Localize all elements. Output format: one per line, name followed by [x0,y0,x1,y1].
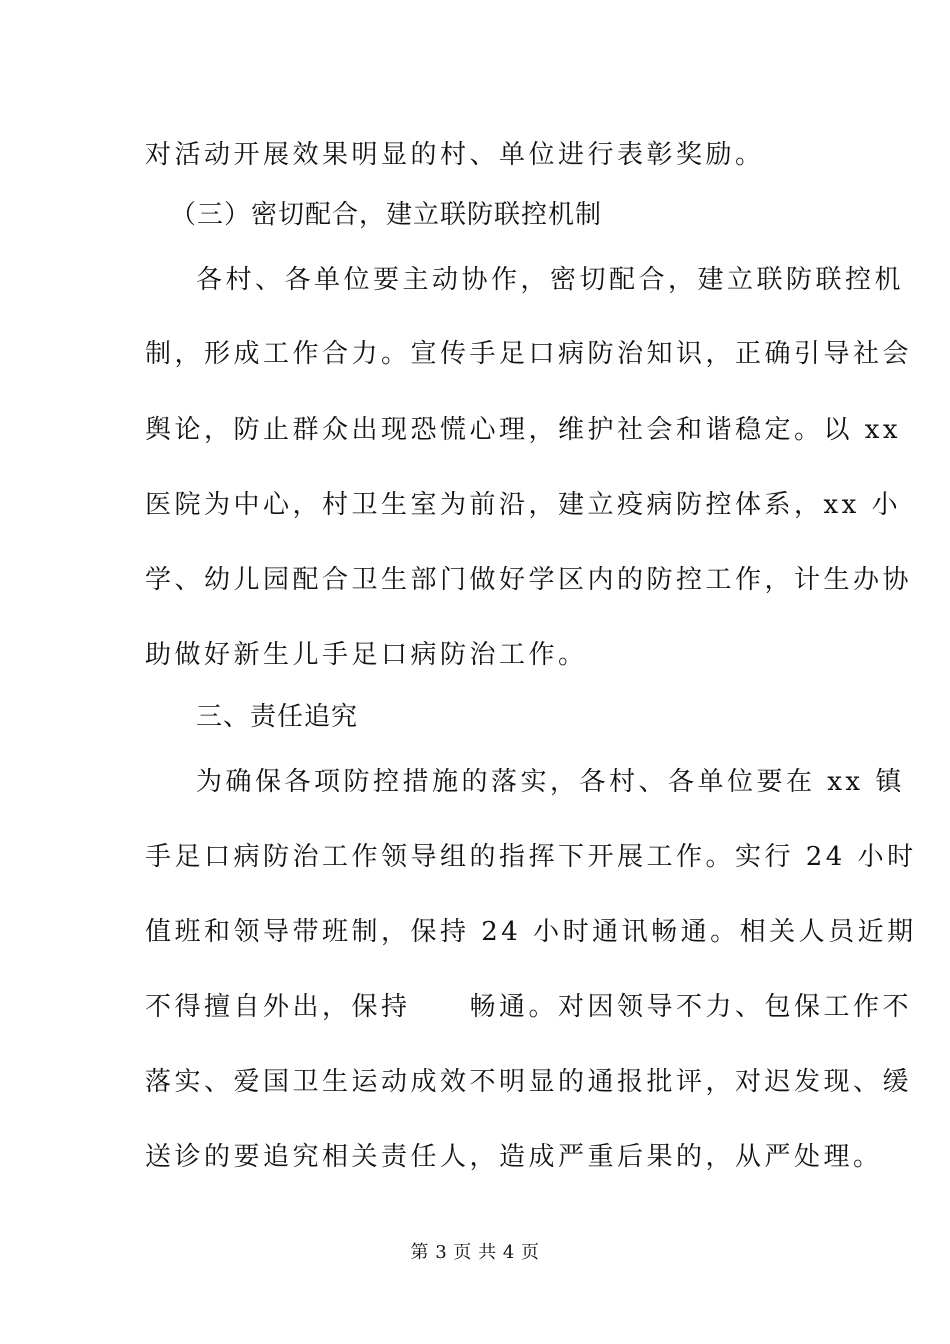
paragraph-line: 各村、各单位要主动协作，密切配合，建立联防联控机 [196,265,905,295]
paragraph-line: 助做好新生儿手足口病防治工作。 [145,640,588,670]
paragraph-line: 值班和领导带班制，保持 24 小时通讯畅通。相关人员近期 [145,917,917,947]
paragraph-line: 不得擅自外出，保持 畅通。对因领导不力、包保工作不 [145,992,913,1022]
paragraph-line: 舆论，防止群众出现恐慌心理，维护社会和谐稳定。以 xx [145,415,902,445]
paragraph-line: 学、幼儿园配合卫生部门做好学区内的防控工作，计生办协 [145,565,913,595]
section-heading: 三、责任追究 [196,702,359,732]
paragraph-line: 送诊的要追究相关责任人，造成严重后果的，从严处理。 [145,1142,883,1172]
page-number-footer: 第 3 页 共 4 页 [410,1242,540,1263]
paragraph-line: 为确保各项防控措施的落实，各村、各单位要在 xx 镇 [196,767,905,797]
paragraph-line: 手足口病防治工作领导组的指挥下开展工作。实行 24 小时 [145,842,917,872]
paragraph-line: 医院为中心，村卫生室为前沿，建立疫病防控体系，xx 小 [145,490,902,520]
paragraph-line: 对活动开展效果明显的村、单位进行表彰奖励。 [145,140,765,170]
section-heading: （三）密切配合，建立联防联控机制 [170,200,603,230]
paragraph-line: 落实、爱国卫生运动成效不明显的通报批评，对迟发现、缓 [145,1067,913,1097]
paragraph-line: 制，形成工作合力。宣传手足口病防治知识，正确引导社会 [145,339,913,369]
